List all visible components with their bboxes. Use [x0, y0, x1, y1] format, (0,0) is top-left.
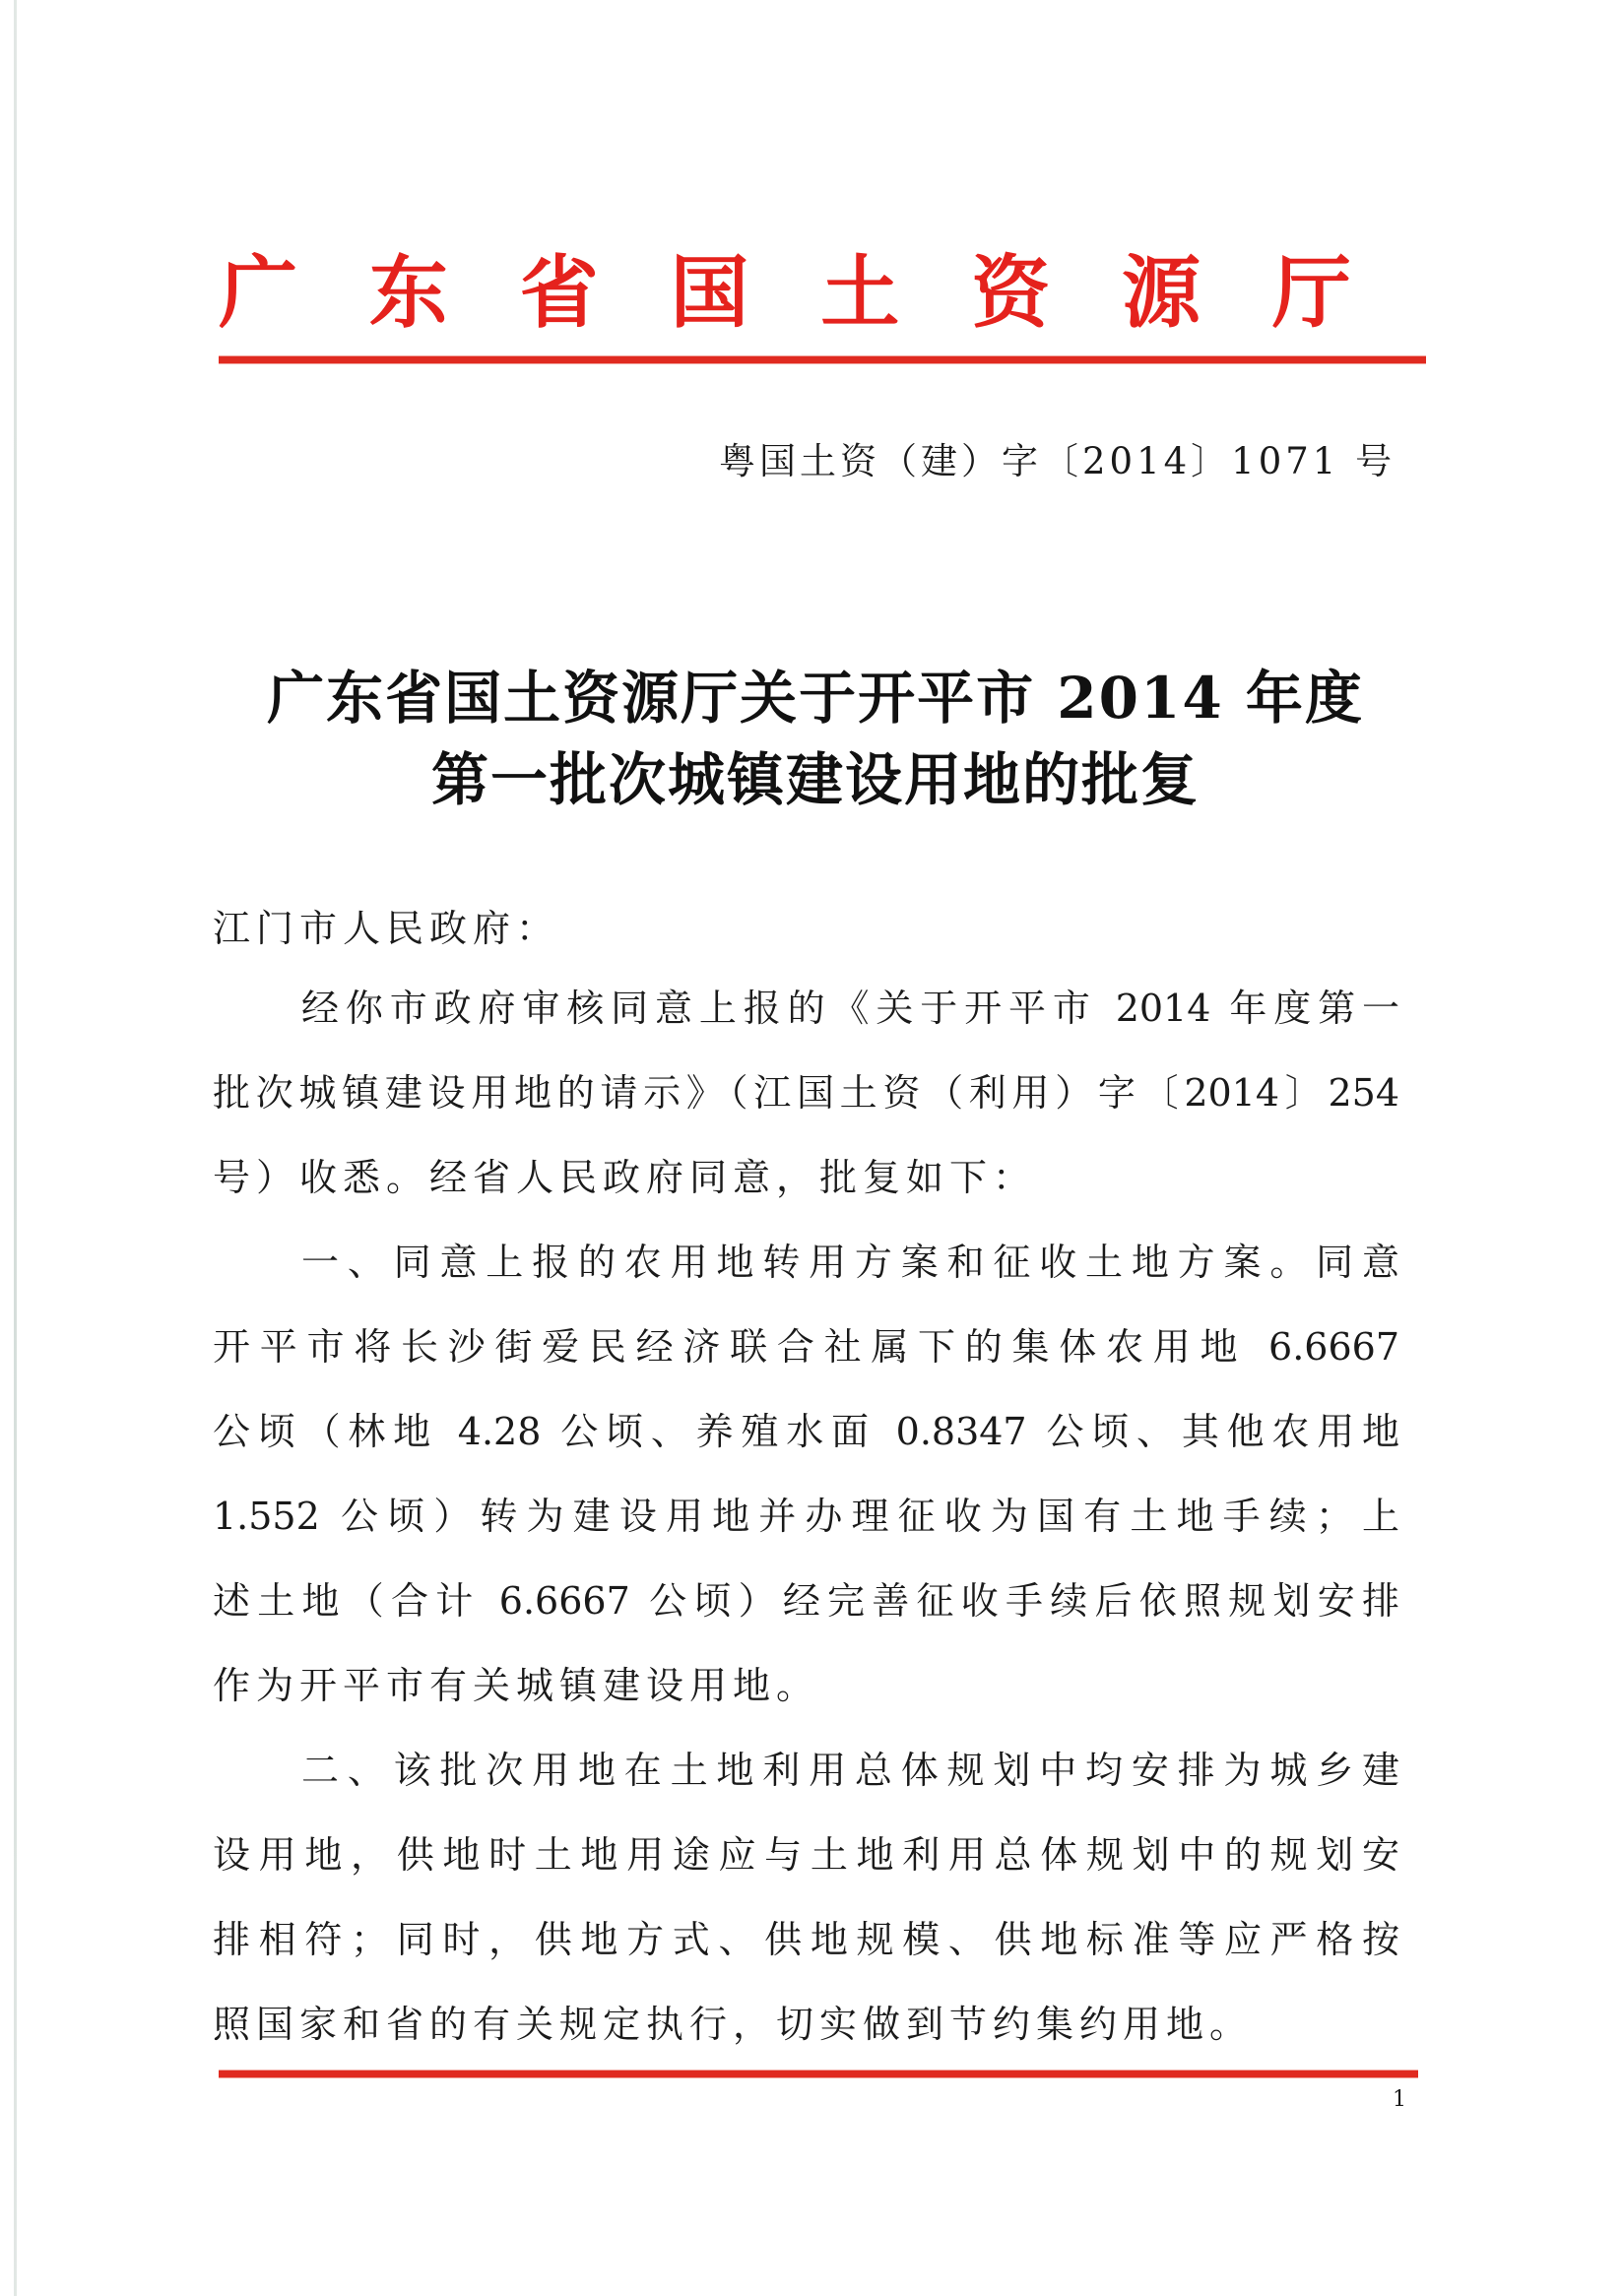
- body-line: 述土地（合计 6.6667 公顷）经完善征收手续后依照规划安排: [213, 1579, 1399, 1623]
- scan-edge: [14, 0, 17, 2296]
- letterhead-char: 广: [219, 246, 297, 339]
- body-line: 照国家和省的有关规定执行，切实做到节约集约用地。: [213, 2003, 1254, 2046]
- letterhead-char: 东: [368, 246, 448, 339]
- body-line: 1.552 公顷）转为建设用地并办理征收为国有土地手续；上: [213, 1495, 1399, 1538]
- letterhead-red-rule: [219, 355, 1426, 364]
- body-line: 开平市将长沙街爱民经济联合社属下的集体农用地 6.6667: [213, 1325, 1399, 1369]
- body-line: 作为开平市有关城镇建设用地。: [213, 1664, 820, 1707]
- body-line: 排相符；同时，供地方式、供地规模、供地标准等应严格按: [213, 1918, 1399, 1961]
- document-number: 粤国土资（建）字〔2014〕1071 号: [719, 440, 1396, 482]
- document-title-line-1: 广东省国土资源厅关于开平市 2014 年度: [267, 665, 1364, 732]
- letterhead-char: 国: [670, 246, 749, 339]
- page-number: 1: [1393, 2087, 1406, 2112]
- document-title-line-2: 第一批次城镇建设用地的批复: [430, 746, 1200, 813]
- letterhead-char: 厅: [1271, 246, 1351, 339]
- body-line: 一、同意上报的农用地转用方案和征收土地方案。同意: [301, 1241, 1399, 1284]
- body-line: 批次城镇建设用地的请示》（江国土资（利用）字〔2014〕254: [213, 1071, 1399, 1115]
- salutation: 江门市人民政府：: [213, 907, 560, 950]
- body-line: 经你市政府审核同意上报的《关于开平市 2014 年度第一: [301, 987, 1399, 1030]
- body-line: 设用地，供地时土地用途应与土地利用总体规划中的规划安: [213, 1833, 1399, 1877]
- body-line: 二、该批次用地在土地利用总体规划中均安排为城乡建: [301, 1749, 1399, 1792]
- letterhead-title: [219, 228, 1351, 356]
- footer-red-rule: [219, 2070, 1418, 2078]
- body-line: 公顷（林地 4.28 公顷、养殖水面 0.8347 公顷、其他农用地: [213, 1410, 1399, 1453]
- letterhead-char: 源: [1122, 246, 1201, 339]
- letterhead-char: 土: [820, 246, 900, 339]
- letterhead-char: 省: [519, 246, 599, 339]
- body-line: 号）收悉。经省人民政府同意，批复如下：: [213, 1156, 1037, 1199]
- letterhead-char: 资: [971, 246, 1051, 339]
